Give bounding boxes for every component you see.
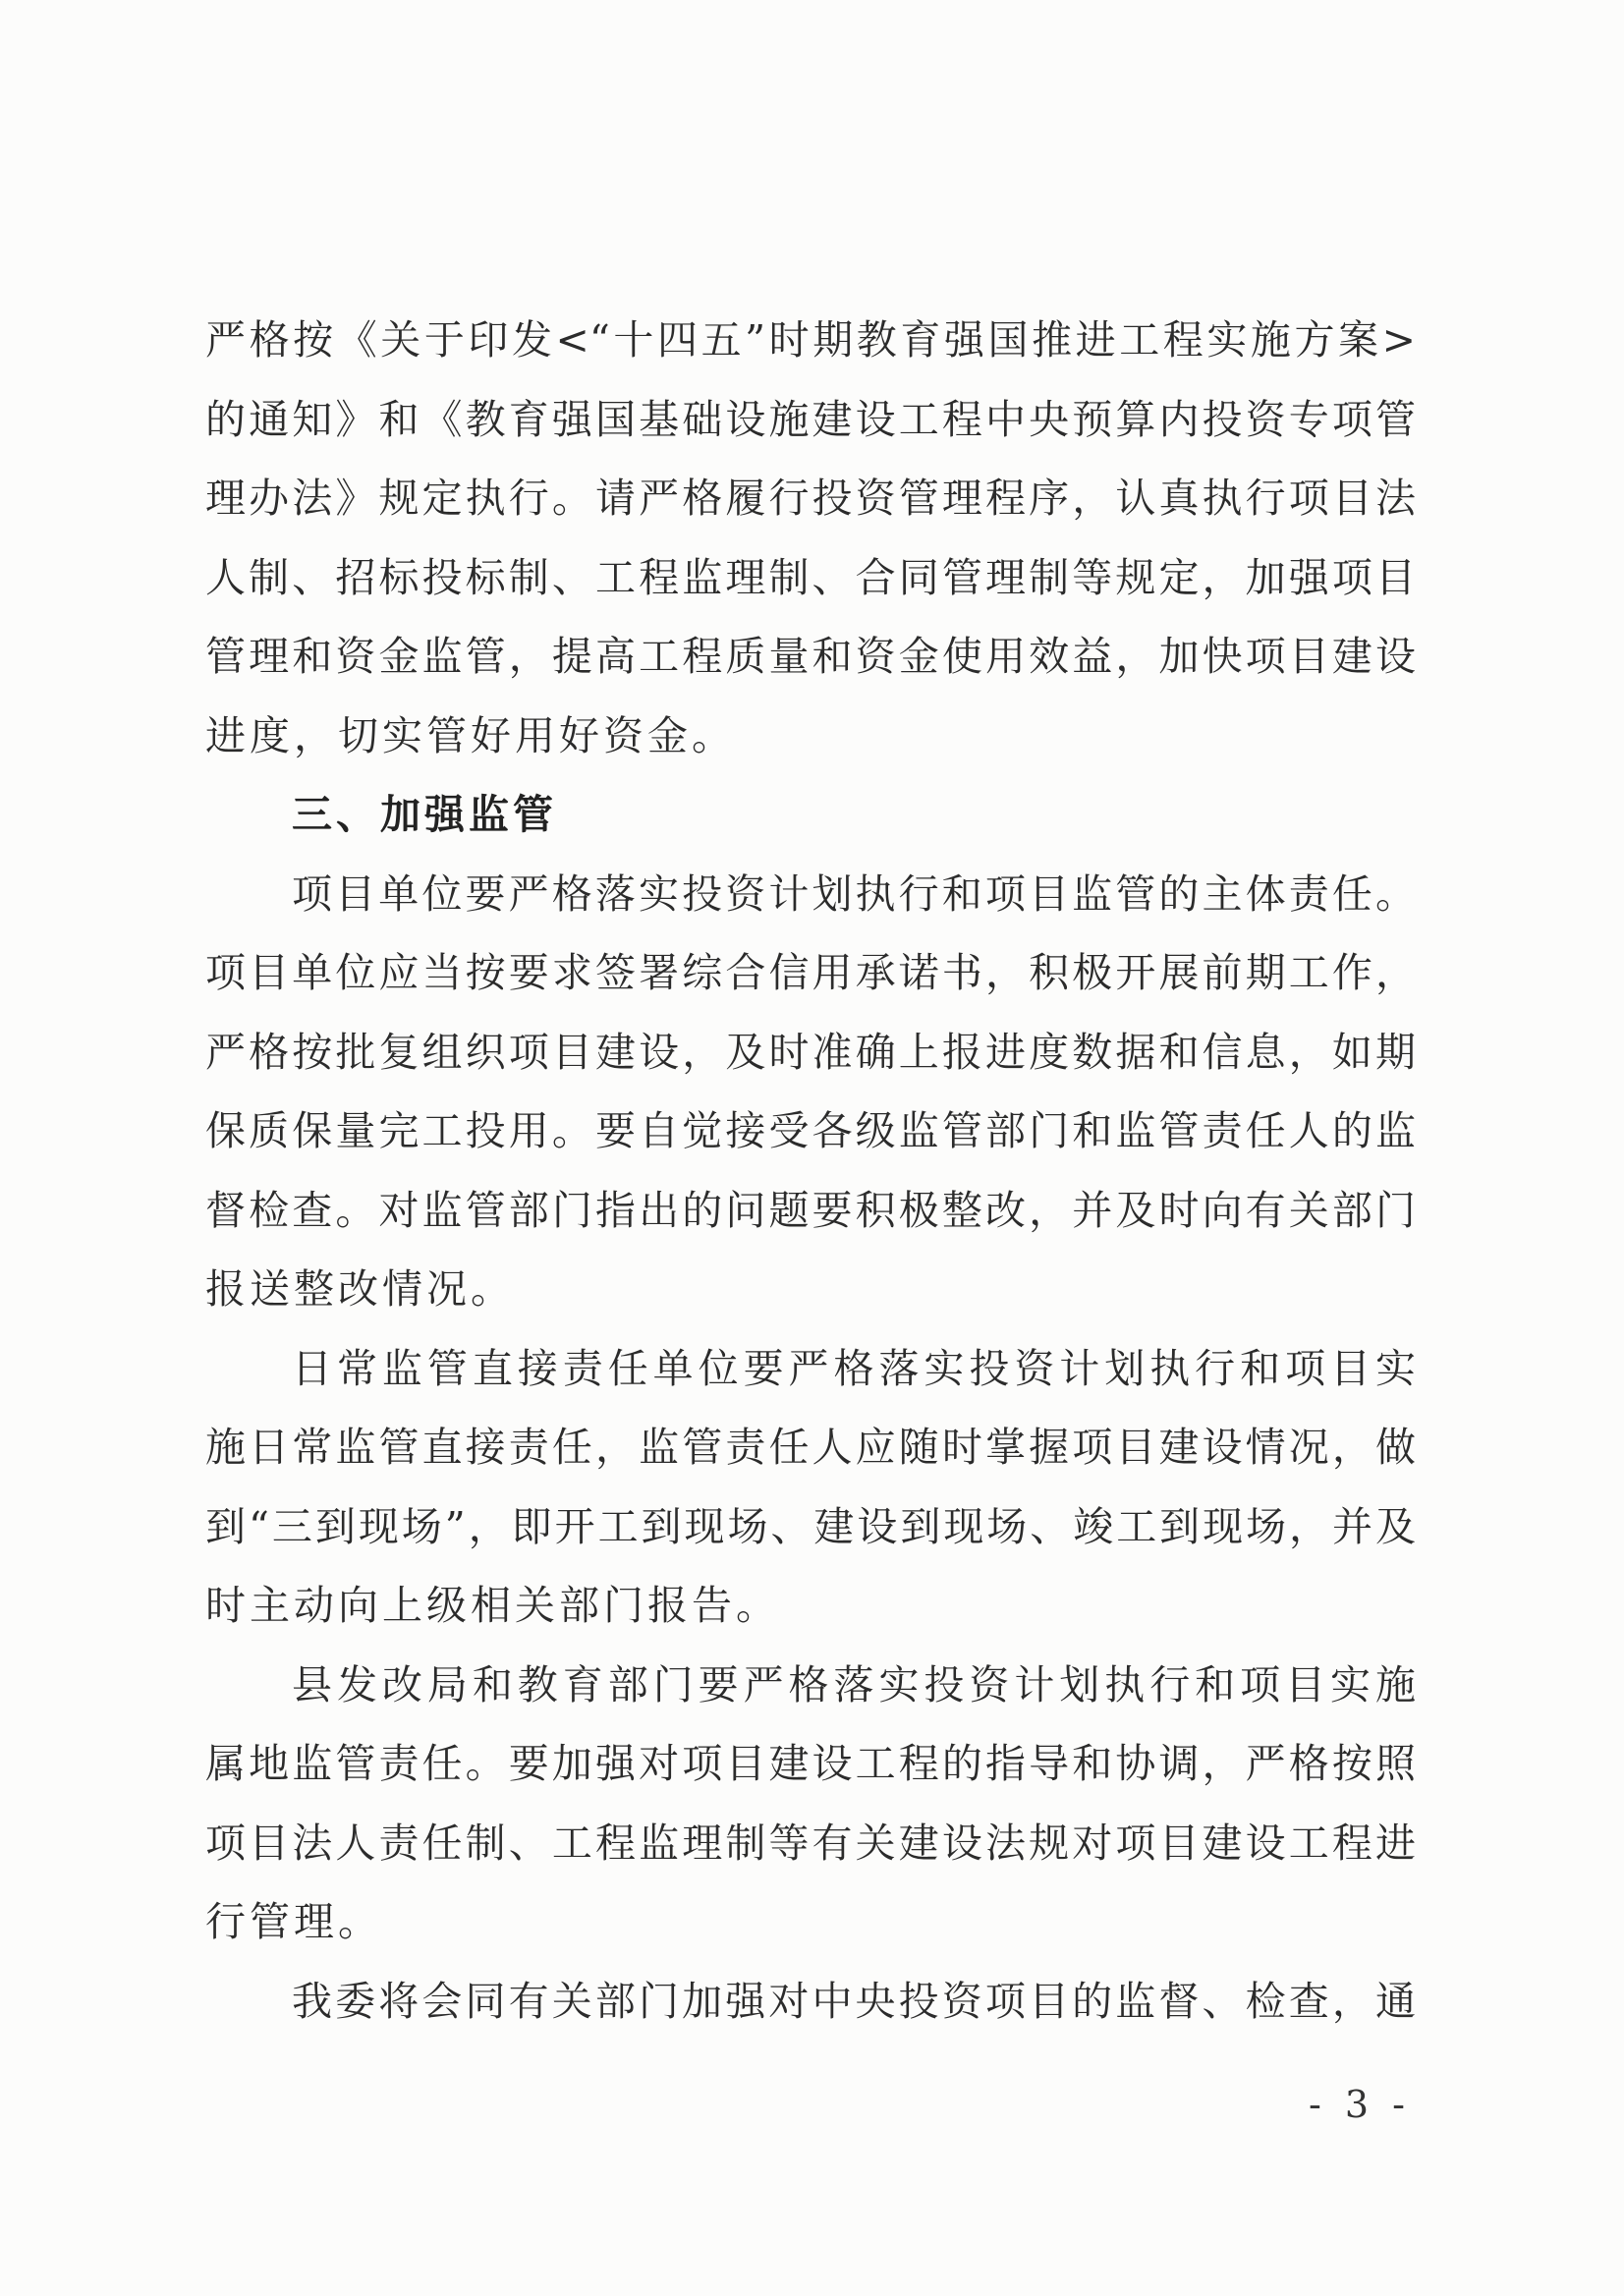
body-text-line: 管理和资金监管，提高工程质量和资金使用效益，加快项目建设 (205, 633, 1416, 680)
body-text-line: 报送整改情况。 (205, 1265, 515, 1313)
body-text-line: 严格按批复组织项目建设，及时准确上报进度数据和信息，如期 (205, 1028, 1416, 1076)
paragraph-first-line: 项目单位要严格落实投资计划执行和项目监管的主体责任。 (292, 869, 1416, 918)
paragraph-first-line: 日常监管直接责任单位要严格落实投资计划执行和项目实 (292, 1344, 1416, 1392)
body-text-line: 严格按《关于印发<“十四五”时期教育强国推进工程实施方案> (205, 316, 1416, 364)
body-text-line: 施日常监管直接责任，监管责任人应随时掌握项目建设情况，做 (205, 1424, 1416, 1471)
body-text-line: 理办法》规定执行。请严格履行投资管理程序，认真执行项目法 (205, 475, 1416, 522)
body-text-line: 属地监管责任。要加强对项目建设工程的指导和协调，严格按照 (205, 1740, 1416, 1787)
body-text-line: 时主动向上级相关部门报告。 (205, 1582, 780, 1629)
body-text-line: 进度，切实管好用好资金。 (205, 711, 736, 759)
document-body-text (205, 301, 1416, 2041)
body-text-line: 保质保量完工投用。要自觉接受各级监管部门和监管责任人的监 (205, 1107, 1416, 1154)
paragraph-first-line: 县发改局和教育部门要严格落实投资计划执行和项目实施 (292, 1660, 1416, 1708)
page-number: - 3 - (1308, 2083, 1411, 2126)
body-text-line: 到“三到现场”，即开工到现场、建设到现场、竣工到现场，并及 (205, 1502, 1416, 1550)
body-text-line: 项目单位应当按要求签署综合信用承诺书，积极开展前期工作， (205, 949, 1416, 996)
body-text-line: 人制、招标投标制、工程监理制、合同管理制等规定，加强项目 (205, 553, 1416, 601)
body-text-line: 的通知》和《教育强国基础设施建设工程中央预算内投资专项管 (205, 395, 1416, 443)
body-text-line: 行管理。 (205, 1898, 382, 1945)
body-text-line: 督检查。对监管部门指出的问题要积极整改，并及时向有关部门 (205, 1186, 1416, 1234)
paragraph-first-line: 我委将会同有关部门加强对中央投资项目的监督、检查，通 (292, 1977, 1416, 2025)
body-text-line: 项目法人责任制、工程监理制等有关建设法规对项目建设工程进 (205, 1819, 1416, 1867)
section-heading: 三、加强监管 (292, 791, 557, 838)
